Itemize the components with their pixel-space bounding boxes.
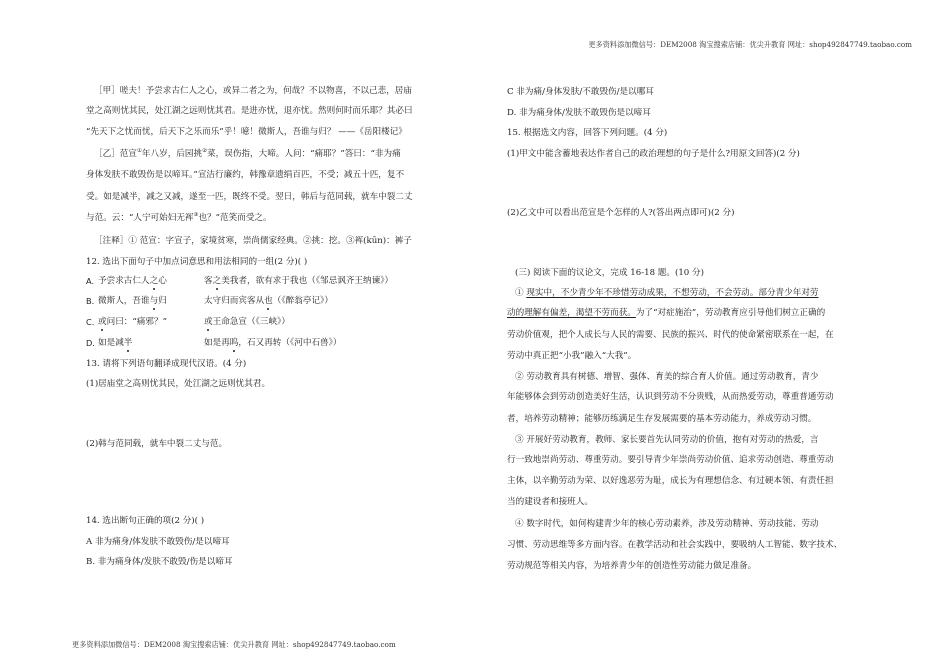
section-3-heading: (三) 阅读下面的议论文，完成 16-18 题。(10 分) — [515, 268, 704, 278]
question-13-sentence-1: (1)居庙堂之高则忧其民，处江湖之远则忧其君。 — [86, 379, 271, 389]
passage-jia-line-3: “先天下之忧而忧，后天下之乐而乐”乎！噫！微斯人，吾谁与归？ ——《岳阳楼记》 — [86, 127, 407, 137]
question-14-option-a: A 非为痛身/体发肤不敢毁伤/是以啼耳 — [86, 537, 230, 547]
question-12-stem: 12. 选出下面句子中加点词意思和用法相同的一组(2 分)( ) — [86, 257, 308, 267]
essay-para-3-line-4: 当的建设者和接班人。 — [507, 497, 593, 507]
passage-yi-line-4: 与范。云：“人宁可始妇无裈③也？”范笑而受之。 — [86, 212, 272, 223]
passage-yi-line-2: 身体发肤不敢毁伤是以啼耳。”宣洁行廉约，韩豫章遗绢百匹，不受；减五十匹，复不 — [86, 170, 405, 180]
essay-para-3-line-2: 行一致地崇尚劳动、尊重劳动。要引导青少年崇尚劳动价值、追求劳动创造、尊重劳动 — [507, 455, 834, 465]
essay-para-3-line-1: ③ 开展好劳动教育，教师、家长要首先认同劳动的价值，抱有对劳动的热爱，言 — [515, 435, 819, 445]
question-13-stem: 13. 请将下列语句翻译成现代汉语。(4 分) — [86, 359, 247, 369]
essay-para-1-line-3: 劳动价值观，把个人成长与人民的需要、民族的振兴、时代的使命紧密联系在一起，在 — [507, 330, 834, 340]
essay-para-4-line-3: 劳动规范等相关内容，为培养青少年的创造性劳动能力做足准备。 — [507, 561, 757, 571]
footer-watermark-note: 更多资料添加微信号：DEM2008 淘宝搜索店铺：优尖升教育 网址：shop492847749.taobao.com — [72, 640, 396, 649]
question-15-part-2: (2)乙文中可以看出范宣是个怎样的人?(答出两点即可)(2 分) — [507, 208, 735, 218]
question-14-option-b: B. 非为痛身体/发肤不敢毁/伤是以啼耳 — [86, 557, 233, 567]
question-15-part-1: (1)甲文中能含蓄地表达作者自己的政治理想的句子是什么?用原文回答)(2 分) — [507, 149, 800, 159]
essay-para-2-line-1: ② 劳动教育具有树德、增智、强体、育美的综合育人价值。通过劳动教育，青少 — [515, 372, 819, 382]
essay-para-1-line-2: 动的理解有偏差，渴望不劳而获。为了“对症施治”，劳动教育应引导他们树立正确的 — [507, 308, 826, 318]
question-13-sentence-2: (2)韩与范同载，就车中裂二丈与范。 — [86, 439, 228, 449]
passage-yi-line-1: ［乙］范宣①年八岁，后园挑②菜，误伤指，大啼。人问：“痛耶？”答曰：“非为痛 — [94, 148, 401, 159]
header-watermark-note: 更多资料添加微信号：DEM2008 淘宝搜索店铺：优尖升教育 网址：shop492847749.taobao.com — [588, 40, 912, 49]
essay-para-2-line-3: 者，培养劳动精神；能够历练满足生存发展需要的基本劳动能力，养成劳动习惯。 — [507, 414, 817, 424]
question-15-stem: 15. 根据选文内容，回答下列问题。(4 分) — [507, 128, 668, 138]
passage-jia-line-2: 堂之高则忧其民，处江湖之远则忧其君。是进亦忧，退亦忧。然则何时而乐耶？其必曰 — [86, 106, 413, 116]
essay-para-1-line-4: 劳动中真正把“小我”融入“大我”。 — [507, 351, 637, 361]
essay-para-4-line-2: 习惯、劳动思维等多方面内容。在教学活动和社会实践中，要吸纳人工智能、数字技术、 — [507, 540, 843, 550]
essay-para-4-line-1: ④ 数字时代，如何构建青少年的核心劳动素养，涉及劳动精神、劳动技能、劳动 — [515, 519, 819, 529]
passage-yi-line-3: 受。如是减半，减之又减，遂至一匹，既终不受。翌日，韩后与范同载，就车中裂二丈 — [86, 192, 413, 202]
question-14-option-c: C 非为痛/身体发肤/不敢毁伤/是以哪耳 — [507, 87, 654, 97]
question-14-option-d: D. 非为痛身体/发肤不敢毁伤是以啼耳 — [507, 108, 651, 118]
annotation-notes: ［注释］① 范宣：字宣子，家境贫寒，崇尚儒家经典。②挑：挖。③裈(kūn)：裤子 — [94, 236, 412, 246]
essay-para-3-line-3: 主体，以辛勤劳动为荣、以好逸恶劳为耻，成长为有理想信念、有过硬本领、有责任担 — [507, 476, 834, 486]
essay-para-1-line-1: ① 现实中，不少青少年不珍惜劳动成果，不想劳动，不会劳动。部分青少年对劳 — [515, 288, 819, 298]
essay-para-2-line-2: 年能够体会到劳动创造美好生活，认识到劳动不分贵贱，从而热爱劳动，尊重普通劳动 — [507, 392, 834, 402]
question-14-stem: 14. 选出断句正确的项(2 分)( ) — [86, 516, 205, 526]
passage-jia-line-1: ［甲］嗟夫！予尝求古仁人之心，或异二者之为，何哉？不以物喜，不以己悲，居庙 — [94, 86, 412, 96]
